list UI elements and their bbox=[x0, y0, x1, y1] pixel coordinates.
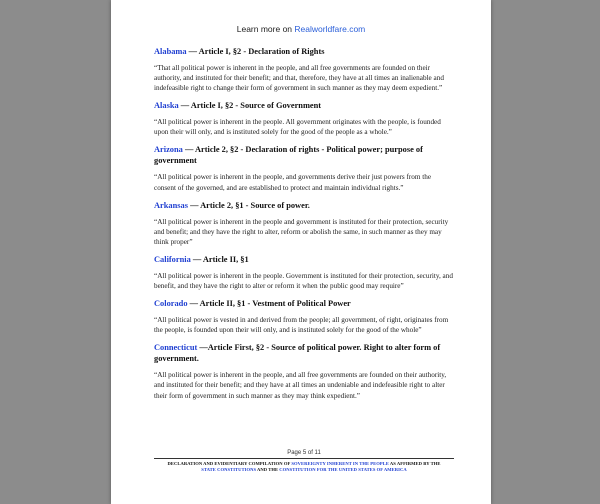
state-link-arizona[interactable]: Arizona bbox=[154, 145, 183, 155]
footer-line2-a: STATE CONSTITUTIONS bbox=[201, 467, 257, 472]
article-title: — Article 2, §2 - Declaration of rights - Political power; purpose of government bbox=[154, 145, 423, 166]
article-title: — Article 2, §1 - Source of power. bbox=[187, 200, 310, 210]
footer-line1-b: SOVEREIGNTY INHERENT IN THE PEOPLE bbox=[291, 461, 389, 466]
article-quote: “That all political power is inherent in the people, and all free governments are founded on their authority, and instituted for their benefit; and that, therefore, they have at all times an inalienable and indefeasible right to change their form of government in such manner as they may deem expedient.” bbox=[154, 64, 444, 93]
state-link-alabama[interactable]: Alabama bbox=[154, 47, 187, 56]
article-quote: “All political power is inherent in the people and government is instituted for their protection, security and benefit; and they have the right to alter, reform or abolish the same, in such manner as they may think proper” bbox=[154, 217, 449, 246]
page-header bbox=[111, 24, 491, 34]
header-link[interactable]: Realworldfare.com bbox=[294, 24, 366, 34]
state-link-colorado[interactable]: Colorado bbox=[154, 299, 188, 309]
page-number: Page 5 of 11 bbox=[287, 450, 321, 456]
article-california bbox=[154, 254, 454, 291]
article-arizona bbox=[154, 144, 454, 192]
header-prefix: Learn more on bbox=[236, 24, 295, 34]
article-heading bbox=[154, 144, 454, 166]
article-arkansas bbox=[154, 200, 454, 247]
footer-line2-b: AND THE bbox=[256, 467, 280, 472]
article-heading bbox=[154, 298, 454, 309]
page-footer bbox=[154, 450, 454, 473]
article-alabama bbox=[154, 46, 454, 93]
article-title: — Article II, §1 bbox=[190, 254, 249, 264]
article-title: — Article I, §2 - Declaration of Rights bbox=[186, 47, 325, 56]
footer-caption bbox=[154, 461, 454, 473]
article-quote: “All political power is inherent in the people, and all free governments are founded on their authority, and instituted for their benefit; and they have at all times an undeniable and indefeasible right to alter their form of government in such manner as they may think expedient.” bbox=[154, 371, 447, 400]
article-heading bbox=[154, 46, 454, 57]
article-connecticut bbox=[154, 342, 454, 400]
footer-line1-c: AS AFFIRMED BY THE bbox=[388, 461, 441, 466]
articles-list bbox=[154, 46, 454, 408]
article-heading bbox=[154, 254, 454, 265]
footer-line2-c: CONSTITUTION FOR THE UNITED STATES OF AMERICA bbox=[279, 467, 407, 472]
article-quote: “All political power is inherent in the people. Government is instituted for their protection, security, and benefit, and they have the right to alter or reform it when the public good may require” bbox=[154, 271, 453, 291]
article-title: — Article I, §2 - Source of Government bbox=[178, 101, 322, 111]
article-quote: “All political power is vested in and derived from the people; all government, of right, originates from the people, is founded upon their will only, and is instituted solely for the good of the whole” bbox=[154, 316, 449, 335]
article-colorado bbox=[154, 298, 454, 335]
state-link-california[interactable]: California bbox=[154, 254, 191, 264]
state-link-arkansas[interactable]: Arkansas bbox=[154, 200, 188, 210]
document-page bbox=[111, 0, 491, 504]
state-link-connecticut[interactable]: Connecticut bbox=[154, 343, 198, 353]
article-title: — Article II, §1 - Vestment of Political Power bbox=[187, 299, 351, 309]
article-heading bbox=[154, 342, 454, 364]
article-heading bbox=[154, 100, 454, 111]
article-quote: “All political power is inherent in the people, and governments derive their just powers from the consent of the governed, and are established to protect and maintain individual rights.” bbox=[154, 173, 432, 192]
state-link-alaska[interactable]: Alaska bbox=[154, 101, 179, 111]
footer-line1-a: DECLARATION AND EVIDENTIARY COMPILATION OF bbox=[167, 461, 292, 466]
article-title: —Article First, §2 - Source of political power. Right to alter form of government. bbox=[154, 343, 441, 364]
article-alaska bbox=[154, 100, 454, 137]
article-heading bbox=[154, 200, 454, 211]
article-quote: “All political power is inherent in the people. All government originates with the people, is founded upon their will only, and is instituted solely for the good of the people as a whole.” bbox=[154, 118, 441, 137]
footer-divider bbox=[154, 458, 454, 459]
